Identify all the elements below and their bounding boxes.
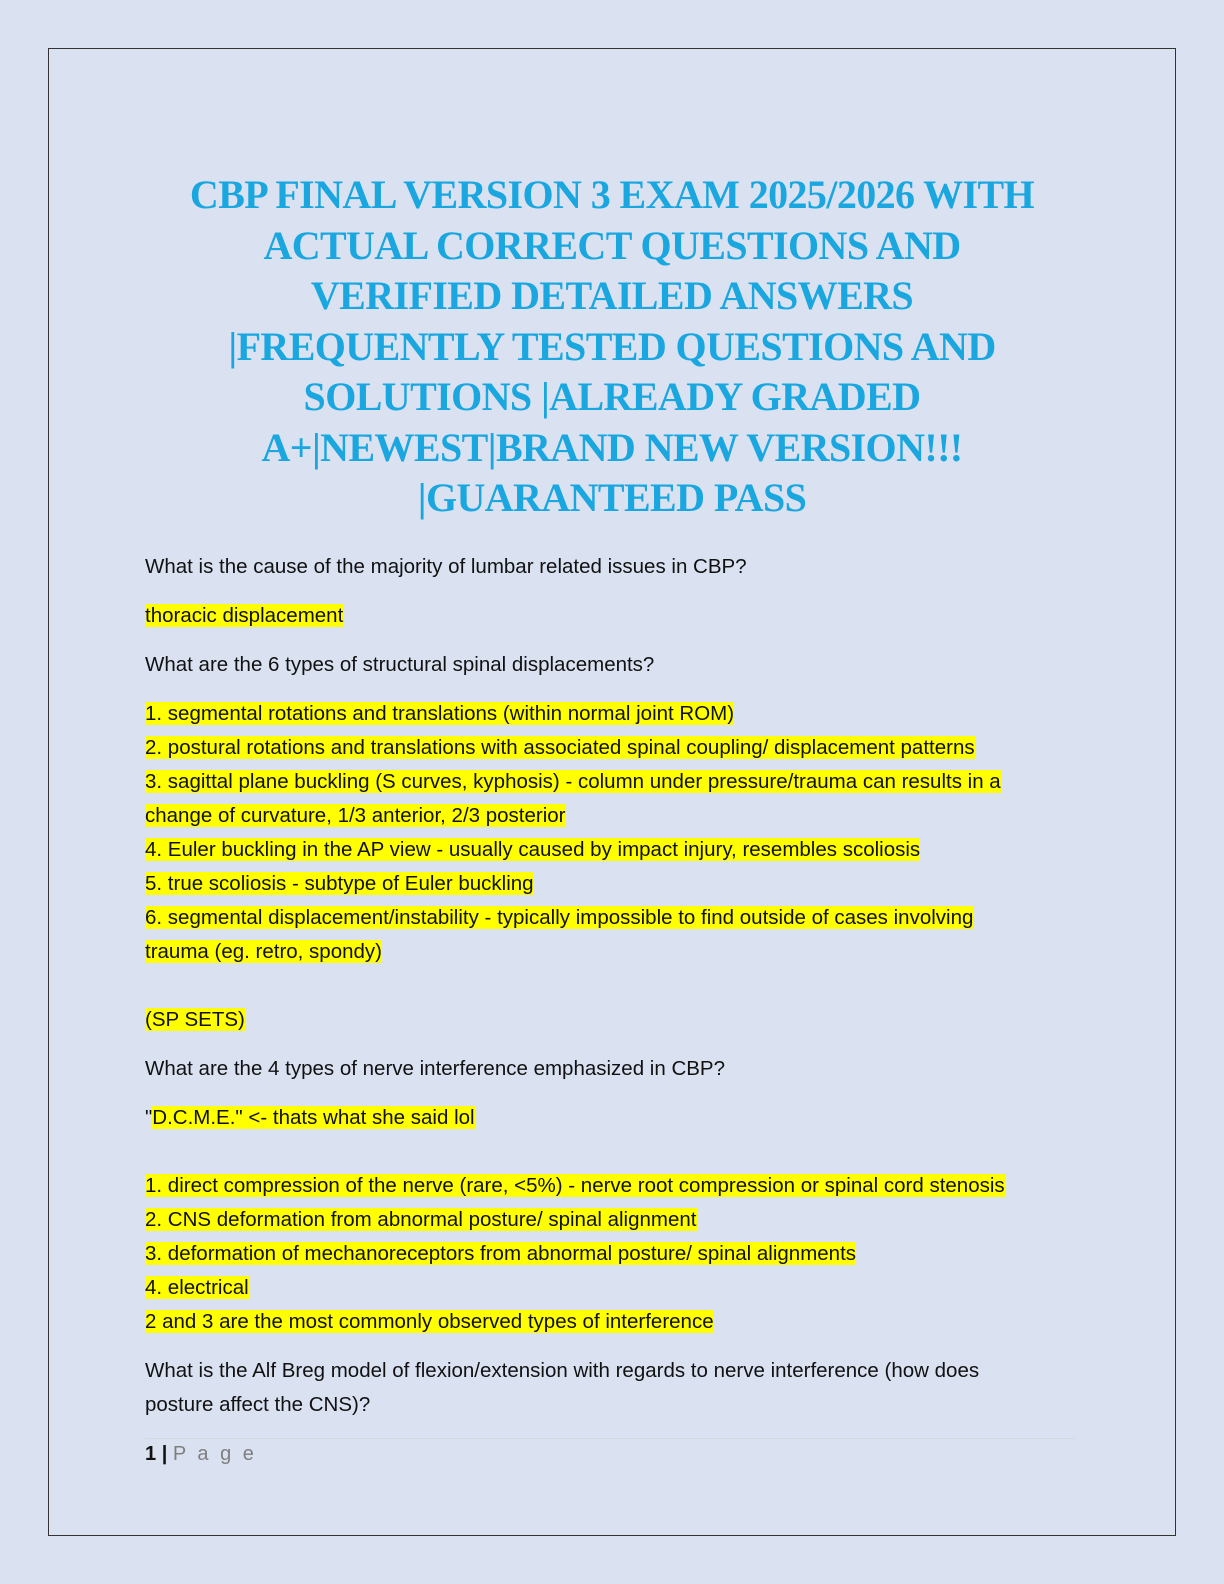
answer-line: (SP SETS) [145, 1008, 245, 1031]
page-separator: | [161, 1443, 168, 1465]
title-line: CBP FINAL VERSION 3 EXAM 2025/2026 WITH [189, 172, 1035, 217]
answer-line: 4. electrical [145, 1276, 249, 1299]
answer-line: 4. Euler buckling in the AP view - usually caused by impact injury, resembles scoliosis [145, 838, 921, 861]
answer-line: "D.C.M.E." <- thats what she said lol [145, 1106, 475, 1129]
answer-block [145, 1101, 1085, 1339]
title-line: A+|NEWEST|BRAND NEW VERSION!!! [261, 424, 963, 470]
answer-line: 5. true scoliosis - subtype of Euler buckling [145, 872, 534, 895]
blank-line [145, 1135, 1085, 1169]
title-line: |GUARANTEED PASS [417, 475, 807, 520]
page-footer [145, 1438, 1075, 1467]
answer-line: change of curvature, 1/3 anterior, 2/3 posterior [145, 804, 566, 827]
document-title [110, 170, 1114, 524]
title-line: ACTUAL CORRECT QUESTIONS AND [263, 222, 961, 268]
page-number: 1 [145, 1443, 157, 1465]
qa-content [145, 550, 1085, 1437]
question-text: What are the 4 types of nerve interference emphasized in CBP? [145, 1057, 726, 1080]
answer-line: thoracic displacement [145, 604, 344, 627]
answer-line: 1. segmental rotations and translations (within normal joint ROM) [145, 702, 735, 725]
question-text: What is the Alf Breg model of flexion/extension with regards to nerve interference (how does posture affect the CNS)? [145, 1359, 980, 1416]
answer-line: 6. segmental displacement/instability - typically impossible to find outside of cases involving [145, 906, 974, 929]
title-line: |FREQUENTLY TESTED QUESTIONS AND [228, 323, 996, 369]
answer-block [145, 697, 1085, 1037]
blank-line [145, 969, 1085, 1003]
question-text: What is the cause of the majority of lumbar related issues in CBP? [145, 555, 747, 578]
answer-line: 3. deformation of mechanoreceptors from abnormal posture/ spinal alignments [145, 1242, 857, 1265]
page-label: P a g e [172, 1443, 257, 1465]
title-line: SOLUTIONS |ALREADY GRADED [303, 374, 921, 419]
answer-block [145, 599, 1085, 633]
answer-line: 1. direct compression of the nerve (rare, <5%) - nerve root compression or spinal cord stenosis [145, 1174, 1005, 1197]
answer-line: 2. postural rotations and translations with associated spinal coupling/ displacement patterns [145, 736, 975, 759]
question-text: What are the 6 types of structural spinal displacements? [145, 653, 655, 676]
answer-line: 2 and 3 are the most commonly observed types of interference [145, 1310, 714, 1333]
answer-line: trauma (eg. retro, spondy) [145, 940, 382, 963]
answer-line: 2. CNS deformation from abnormal posture/ spinal alignment [145, 1208, 697, 1231]
title-line: VERIFIED DETAILED ANSWERS [310, 273, 914, 318]
answer-line: 3. sagittal plane buckling (S curves, kyphosis) - column under pressure/trauma can results in a [145, 770, 1001, 793]
